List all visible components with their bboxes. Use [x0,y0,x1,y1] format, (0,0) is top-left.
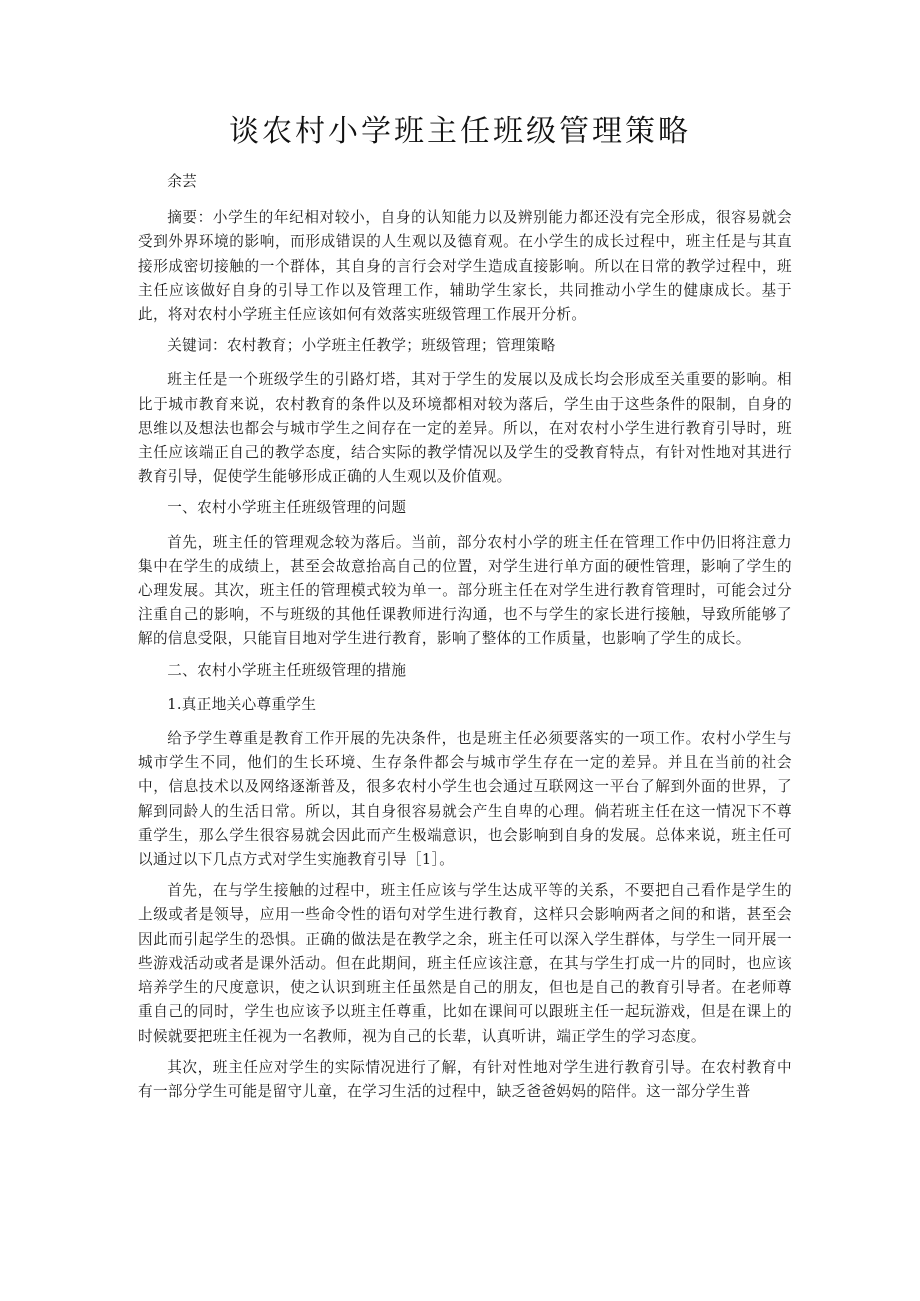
keywords-line: 关键词：农村教育；小学班主任教学；班级管理；管理策略 [167,337,556,355]
intro-paragraph: 班主任是一个班级学生的引路灯塔，其对于学生的发展以及成长均会形成至关重要的影响。相比于城市教育来说，农村教育的条件以及环境都相对较为落后，学生由于这些条件的限制，自身的思维以及想法也都会与城市学生之间存在一定的差异。所以，在对农村小学生进行教育引导时，班主任应该端正自己的教学态度，结合实际的教学情况以及学生的受教育特点，有针对性地对其进行教育引导，促使学生能够形成正确的人生观以及价值观。 [138,371,792,486]
section-heading-problems: 一、农村小学班主任班级管理的问题 [167,499,407,517]
document-title: 谈农村小学班主任班级管理策略 [229,114,691,149]
section-heading-measures: 二、农村小学班主任班级管理的措施 [167,661,407,679]
document-body [138,170,792,1111]
subsection1-paragraph-1: 给予学生尊重是教育工作开展的先决条件，也是班主任必须要落实的一项工作。农村小学生与城市学生不同，他们的生长环境、生存条件都会与城市学生存在一定的差异。并且在当前的社会中，信息技术以及网络逐渐普及，很多农村小学生也会通过互联网这一平台了解到外面的世界，了解到同龄人的生活日常。所以，其自身很容易就会产生自卑的心理。倘若班主任在这一情况下不尊重学生，那么学生很容易就会因此而产生极端意识，也会影响到自身的发展。总体来说，班主任可以通过以下几点方式对学生实施教育引导［1］。 [138,730,792,869]
subsection-heading-respect: 1.真正地关心尊重学生 [167,695,317,713]
subsection1-paragraph-2: 首先，在与学生接触的过程中，班主任应该与学生达成平等的关系，不要把自己看作是学生的上级或者是领导，应用一些命令性的语句对学生进行教育，这样只会影响两者之间的和谐，甚至会因此而引起学生的恐惧。正确的做法是在教学之余，班主任可以深入学生群体，与学生一同开展一些游戏活动或者是课外活动。但在此期间，班主任应该注意，在其与学生打成一片的同时，也应该培养学生的尺度意识，使之认识到班主任虽然是自己的朋友，但也是自己的教育引导者。在老师尊重自己的同时，学生也应该予以班主任尊重，比如在课间可以跟班主任一起玩游戏，但是在课上的时候就要把班主任视为一名教师，视为自己的长辈，认真听讲，端正学生的学习态度。 [138,882,792,1045]
abstract-paragraph: 摘要：小学生的年纪相对较小，自身的认知能力以及辨别能力都还没有完全形成，很容易就会受到外界环境的影响，而形成错误的人生观以及德育观。在小学生的成长过程中，班主任是与其直接形成密切接触的一个群体，其自身的言行会对学生造成直接影响。所以在日常的教学过程中，班主任应该做好自身的引导工作以及管理工作，辅助学生家长，共同推动小学生的健康成长。基于此，将对农村小学班主任应该如何有效落实班级管理工作展开分析。 [138,209,792,324]
author-name: 余芸 [167,173,198,190]
subsection1-paragraph-3: 其次，班主任应对学生的实际情况进行了解，有针对性地对学生进行教育引导。在农村教育中有一部分学生可能是留守儿童，在学习生活的过程中，缺乏爸爸妈妈的陪伴。这一部分学生普 [138,1058,792,1100]
section1-paragraph: 首先，班主任的管理观念较为落后。当前，部分农村小学的班主任在管理工作中仍旧将注意力集中在学生的成绩上，甚至会故意抬高自己的位置，对学生进行单方面的硬性管理，影响了学生的心理发展。其次，班主任的管理模式较为单一。部分班主任在对学生进行教育管理时，可能会过分注重自己的影响，不与班级的其他任课教师进行沟通，也不与学生的家长进行接触，导致所能够了解的信息受限，只能盲目地对学生进行教育，影响了整体的工作质量，也影响了学生的成长。 [138,533,792,648]
